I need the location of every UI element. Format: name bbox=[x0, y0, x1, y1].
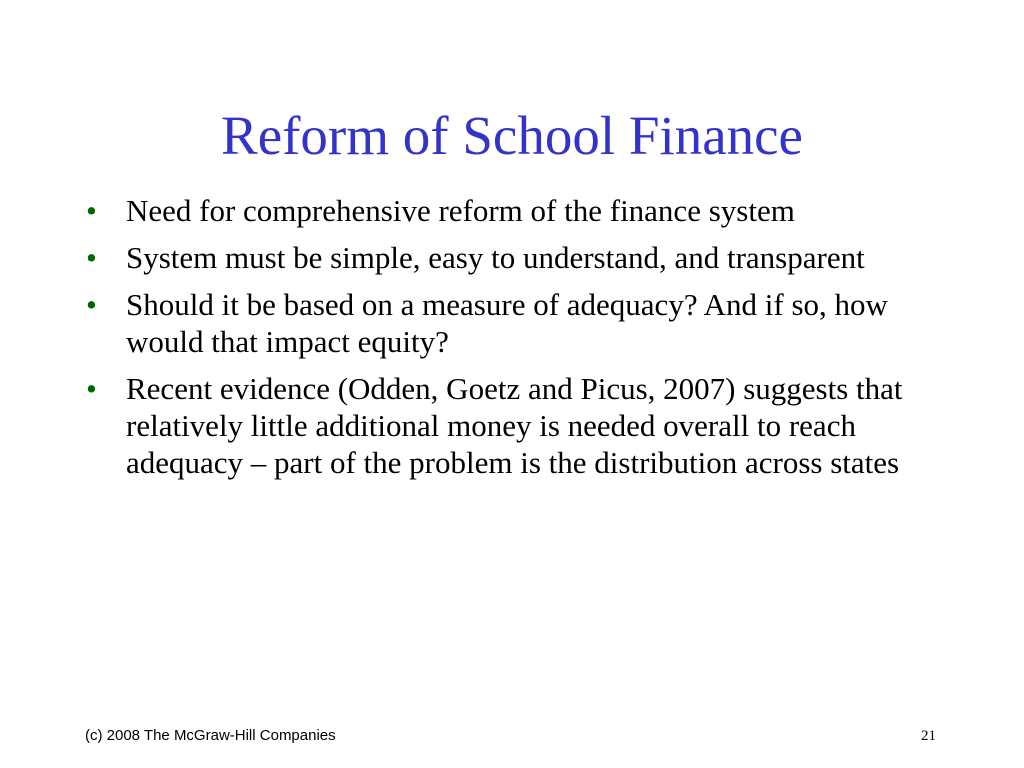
bullet-icon: • bbox=[86, 193, 97, 228]
bullet-item bbox=[86, 192, 916, 229]
slide-title: Reform of School Finance bbox=[221, 105, 803, 166]
bullet-icon: • bbox=[86, 240, 97, 275]
bullet-list bbox=[86, 192, 916, 491]
bullet-text: Should it be based on a measure of adequacy? And if so, how would that impact equity? bbox=[126, 287, 888, 359]
bullet-item bbox=[86, 239, 916, 276]
bullet-text: Recent evidence (Odden, Goetz and Picus, 2007) suggests that relatively little additional money is needed overall to reach adequacy – part of the problem is the distribution across states bbox=[126, 371, 903, 480]
bullet-text: Need for comprehensive reform of the finance system bbox=[126, 193, 795, 228]
footer-copyright: (c) 2008 The McGraw-Hill Companies bbox=[85, 727, 336, 744]
bullet-item bbox=[86, 286, 916, 360]
bullet-icon: • bbox=[86, 371, 97, 406]
bullet-text: System must be simple, easy to understand, and transparent bbox=[126, 240, 865, 275]
bullet-item bbox=[86, 370, 916, 481]
page-number: 21 bbox=[921, 728, 936, 744]
bullet-icon: • bbox=[86, 287, 97, 322]
